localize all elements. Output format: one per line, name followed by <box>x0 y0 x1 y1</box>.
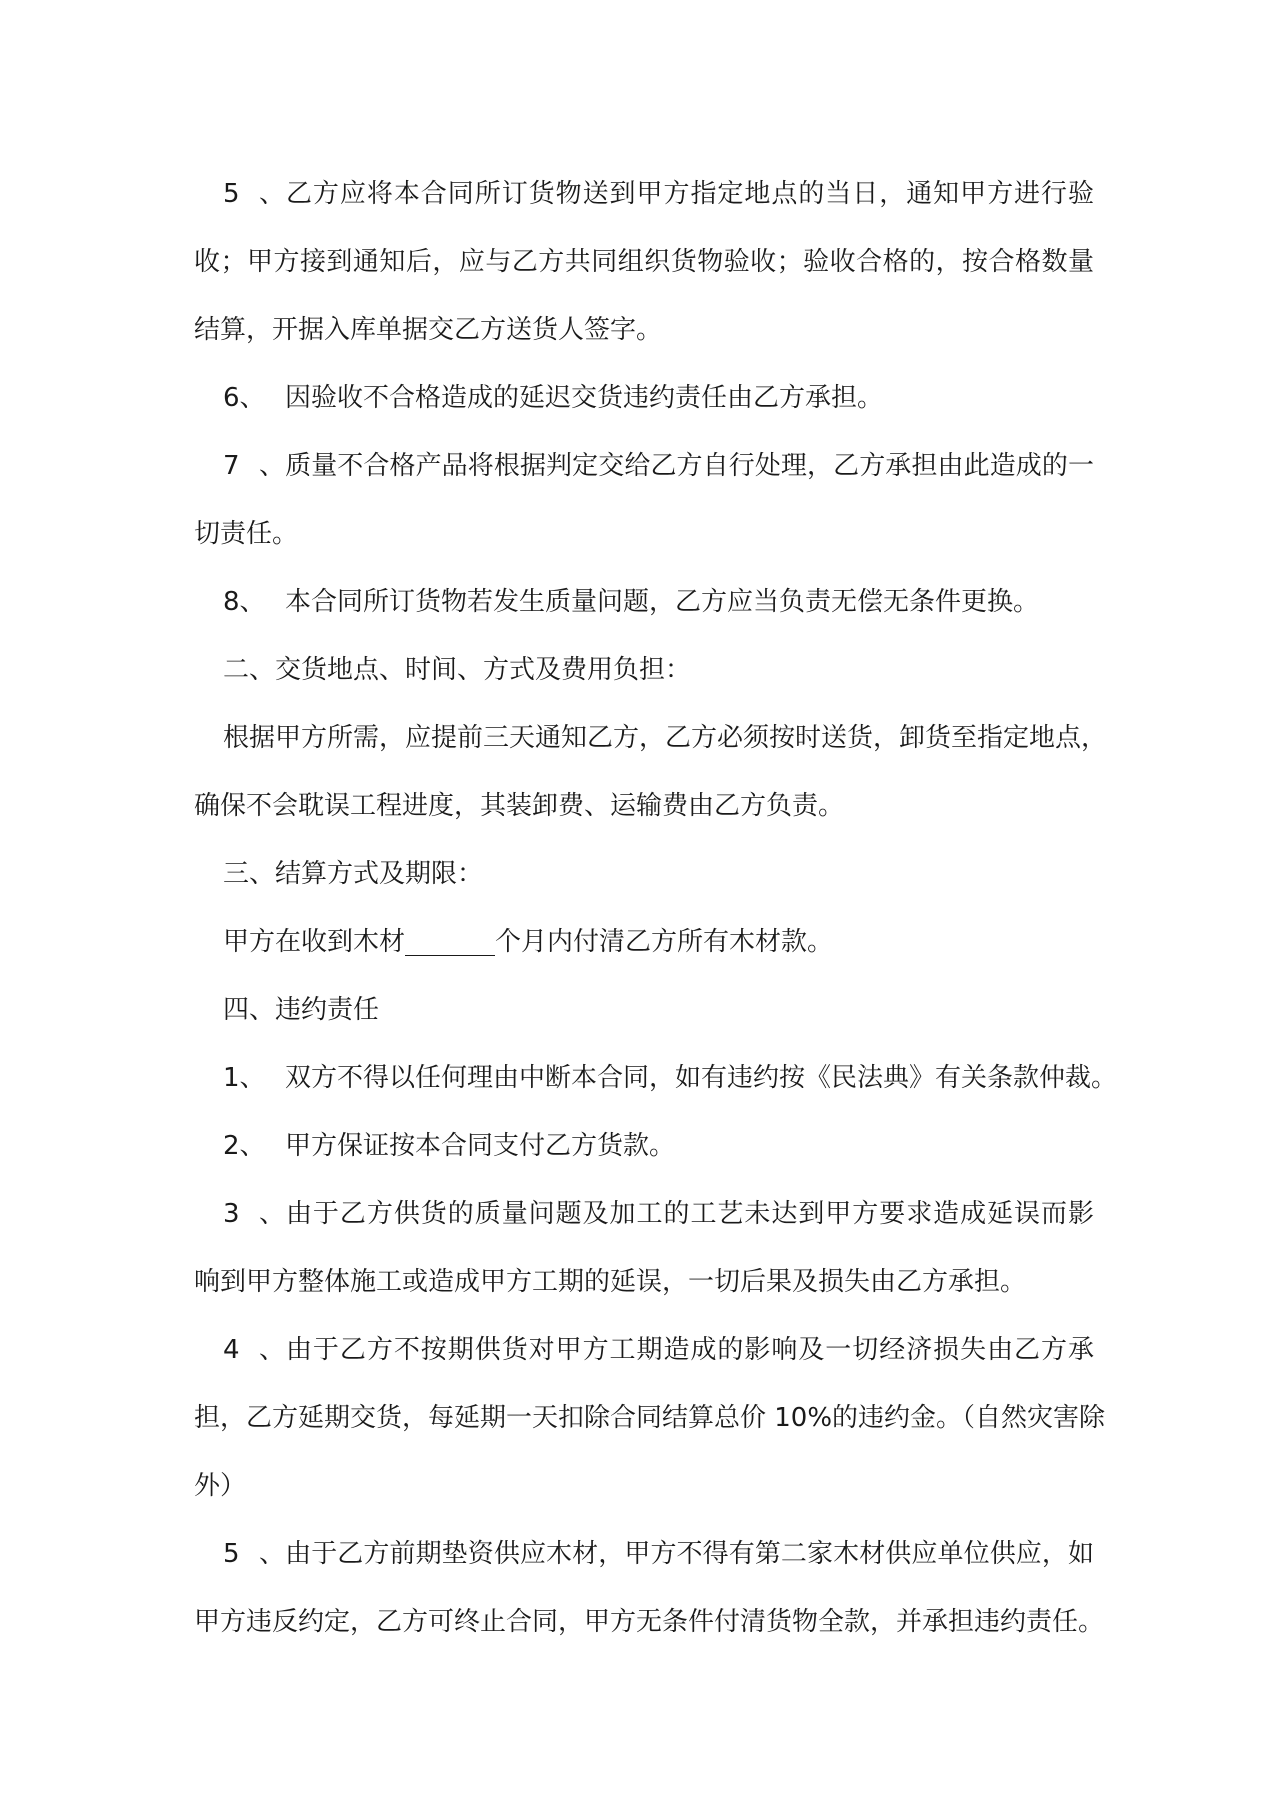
line-text: 响到甲方整体施工或造成甲方工期的延误，一切后果及损失由乙方承担。 <box>194 1267 1027 1297</box>
paragraph <box>194 1316 1106 1520</box>
paragraph <box>194 840 1094 908</box>
paragraph <box>194 1520 1105 1656</box>
text-line <box>194 1180 1094 1248</box>
text-line <box>194 1112 1094 1180</box>
item-number: 3、 <box>223 1199 285 1229</box>
line-text: 质量不合格产品将根据判定交给乙方自行处理，乙方承担由此造成的一 <box>285 451 1094 481</box>
text-line <box>194 568 1094 636</box>
text-line <box>194 432 1094 500</box>
line-text: 甲方违反约定，乙方可终止合同，甲方无条件付清货物全款，并承担违约责任。 <box>194 1607 1105 1637</box>
text-line <box>194 500 1094 568</box>
line-text: 确保不会耽误工程进度，其装卸费、运输费由乙方负责。 <box>194 791 845 821</box>
paragraph <box>194 160 1094 364</box>
line-text: 结算，开据入库单据交乙方送货人签字。 <box>194 315 663 345</box>
contract-document <box>194 160 1118 1656</box>
text-line <box>194 772 1094 840</box>
paragraph <box>194 568 1094 636</box>
paragraph <box>194 364 1094 432</box>
paragraph <box>194 976 1094 1044</box>
text-line <box>194 840 1094 908</box>
text-line <box>194 1384 1106 1452</box>
paragraph <box>194 636 1094 704</box>
paragraph <box>194 1180 1094 1316</box>
payment-text-after: 个月内付清乙方所有木材款。 <box>495 927 834 957</box>
months-blank-field <box>405 929 495 956</box>
text-line <box>194 160 1094 228</box>
paragraph <box>194 1044 1118 1112</box>
text-line <box>194 1588 1105 1656</box>
item-number: 2、 <box>223 1131 266 1161</box>
text-line <box>194 1452 1094 1520</box>
payment-term-line <box>194 908 1094 976</box>
text-line <box>194 364 1094 432</box>
line-text: 由于乙方供货的质量问题及加工的工艺未达到甲方要求造成延误而影 <box>285 1199 1094 1229</box>
text-line <box>194 704 1108 772</box>
line-text: 外） <box>194 1471 247 1501</box>
line-text: 甲方保证按本合同支付乙方货款。 <box>285 1131 676 1161</box>
line-text: 双方不得以任何理由中断本合同，如有违约按《民法典》有关条款仲裁。 <box>285 1063 1118 1093</box>
text-line <box>194 1316 1094 1384</box>
text-line <box>194 1044 1118 1112</box>
text-line <box>194 228 1094 296</box>
line-text: 乙方应将本合同所订货物送到甲方指定地点的当日，通知甲方进行验 <box>285 179 1094 209</box>
line-text: 三、结算方式及期限： <box>223 859 484 889</box>
line-text: 切责任。 <box>194 519 299 549</box>
line-text: 由于乙方前期垫资供应木材，甲方不得有第二家木材供应单位供应，如 <box>285 1539 1094 1569</box>
item-number: 6、 <box>223 383 266 413</box>
item-number: 7、 <box>223 451 285 481</box>
paragraph <box>194 704 1108 840</box>
line-text: 由于乙方不按期供货对甲方工期造成的影响及一切经济损失由乙方承 <box>285 1335 1094 1365</box>
text-line <box>194 296 1094 364</box>
item-number: 5、 <box>223 1539 285 1569</box>
item-number: 1、 <box>223 1063 266 1093</box>
item-number: 5、 <box>223 179 285 209</box>
line-text: 四、违约责任 <box>223 995 380 1025</box>
paragraph <box>194 1112 1094 1180</box>
text-line <box>194 976 1094 1044</box>
item-number: 4、 <box>223 1335 285 1365</box>
paragraph <box>194 432 1094 568</box>
line-text: 根据甲方所需，应提前三天通知乙方，乙方必须按时送货，卸货至指定地点， <box>223 723 1108 753</box>
line-text: 二、交货地点、时间、方式及费用负担： <box>223 655 692 685</box>
line-text: 因验收不合格造成的延迟交货违约责任由乙方承担。 <box>285 383 884 413</box>
text-line <box>194 1520 1094 1588</box>
line-text: 本合同所订货物若发生质量问题，乙方应当负责无偿无条件更换。 <box>285 587 1040 617</box>
payment-text-before: 甲方在收到木材 <box>223 927 406 957</box>
item-number: 8、 <box>223 587 266 617</box>
text-line <box>194 636 1094 704</box>
text-line <box>194 1248 1094 1316</box>
line-text: 担，乙方延期交货，每延期一天扣除合同结算总价 10%的违约金。（自然灾害除 <box>194 1403 1106 1433</box>
line-text: 收；甲方接到通知后，应与乙方共同组织货物验收；验收合格的，按合格数量 <box>194 247 1094 277</box>
